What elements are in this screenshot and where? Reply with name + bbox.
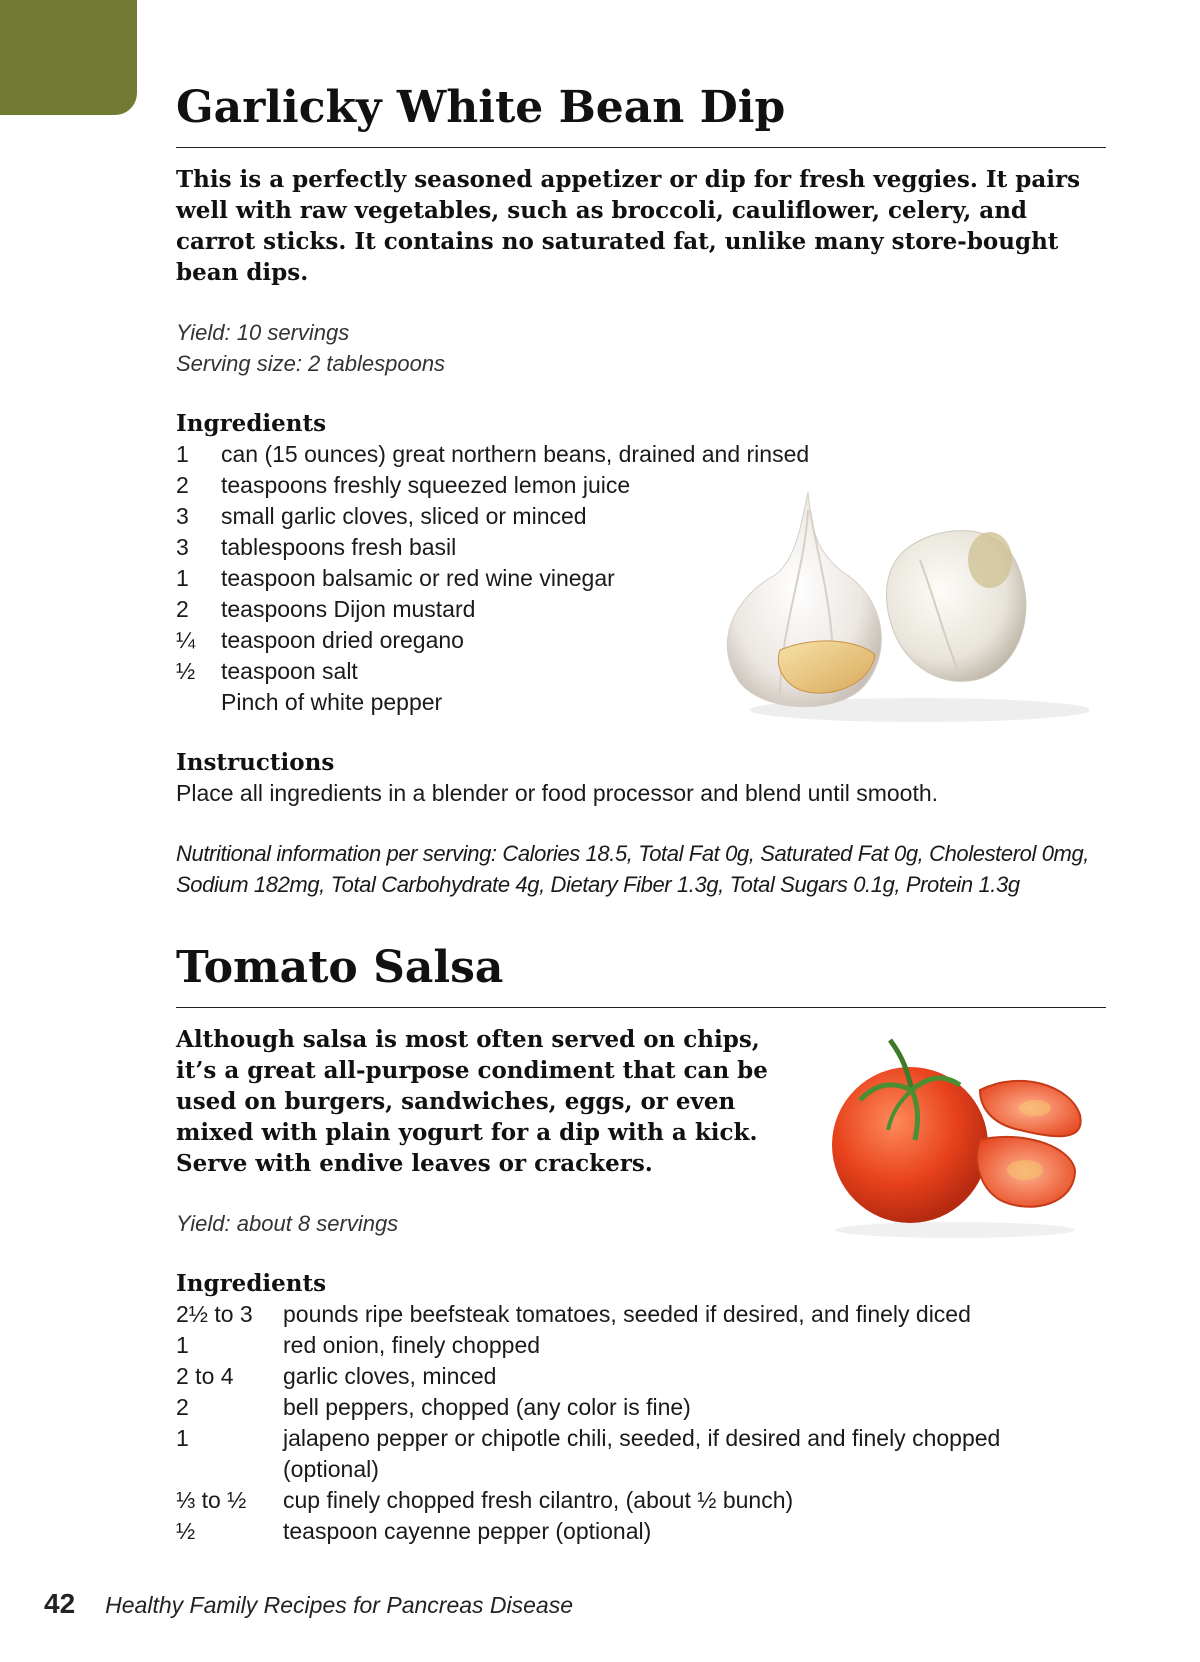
ingredient-quantity: 1 (176, 565, 189, 591)
ingredient-quantity: ½ (176, 658, 196, 684)
ingredients-list (176, 1299, 1106, 1547)
ingredient-quantity: 3 (176, 503, 189, 529)
ingredient-description: bell peppers, chopped (any color is fine) (283, 1394, 691, 1420)
recipe-serving-size: Serving size: 2 tablespoons (176, 351, 446, 376)
ingredient-description: pounds ripe beefsteak tomatoes, seeded if desired, and finely diced (283, 1301, 971, 1327)
ingredient-quantity: 2 (176, 596, 189, 622)
ingredient-item (176, 1423, 1106, 1485)
recipe-intro: This is a perfectly seasoned appetizer or dip for fresh veggies. It pairs well with raw vegetables, such as broccoli, cauliflower, celery, and carrot sticks. It contains no saturated fat, unlike many store-bought bean dips. (176, 166, 1081, 286)
ingredient-item (176, 1516, 1106, 1547)
ingredient-item (176, 1299, 1106, 1330)
ingredient-description: tablespoons fresh basil (221, 534, 457, 560)
recipe-title: Garlicky White Bean Dip (176, 82, 786, 133)
ingredient-quantity: 1 (176, 1425, 189, 1451)
ingredient-description: small garlic cloves, sliced or minced (221, 503, 587, 529)
ingredient-quantity: 2 to 4 (176, 1363, 234, 1389)
ingredient-description: red onion, finely chopped (283, 1332, 541, 1358)
ingredient-quantity: 1 (176, 1332, 189, 1358)
ingredient-quantity: ⅓ to ½ (176, 1487, 247, 1513)
title-divider (176, 147, 1106, 148)
instructions-heading: Instructions (176, 749, 335, 776)
ingredient-description: cup finely chopped fresh cilantro, (about ½ bunch) (283, 1487, 794, 1513)
ingredient-item (176, 1361, 1106, 1392)
ingredient-description: jalapeno pepper or chipotle chili, seeded, if desired and finely chopped (optional) (283, 1425, 1001, 1482)
ingredient-description: teaspoon salt (221, 658, 358, 684)
page-number: 42 (44, 1588, 76, 1619)
ingredient-quantity: 2 (176, 472, 189, 498)
ingredient-description: teaspoon balsamic or red wine vinegar (221, 565, 615, 591)
recipe-yield: Yield: about 8 servings (176, 1211, 399, 1236)
title-divider (176, 1007, 1106, 1008)
ingredient-quantity: 2 (176, 1394, 189, 1420)
recipe-page (176, 0, 1106, 1547)
ingredient-quantity: 3 (176, 534, 189, 560)
ingredient-quantity: 2½ to 3 (176, 1301, 253, 1327)
ingredient-item (176, 1392, 1106, 1423)
tomato-image (820, 1030, 1090, 1240)
nutrition-info: Nutritional information per serving: Calories 18.5, Total Fat 0g, Saturated Fat 0g, Cholesterol 0mg, Sodium 182mg, Total Carbohydrate 4g, Dietary Fiber 1.3g, Total Sugars 0.1g, Protein 1.3g (176, 841, 1090, 897)
ingredient-description: teaspoons Dijon mustard (221, 596, 476, 622)
corner-tab (0, 0, 137, 115)
ingredient-description: garlic cloves, minced (283, 1363, 497, 1389)
ingredient-quantity: 1 (176, 441, 189, 467)
ingredient-item (176, 439, 1106, 470)
ingredient-item (176, 1330, 1106, 1361)
ingredient-description: can (15 ounces) great northern beans, drained and rinsed (221, 441, 810, 467)
ingredient-quantity: ¼ (176, 627, 196, 653)
ingredient-item (176, 1485, 1106, 1516)
ingredients-heading: Ingredients (176, 1270, 327, 1297)
ingredient-description: Pinch of white pepper (221, 689, 443, 715)
recipe-title: Tomato Salsa (176, 942, 504, 993)
ingredient-quantity (176, 687, 221, 718)
ingredient-description: teaspoons freshly squeezed lemon juice (221, 472, 631, 498)
recipe-intro: Although salsa is most often served on chips, it’s a great all-purpose condiment that can be used on burgers, sandwiches, eggs, or even mixed with plain yogurt for a dip with a kick. Serve with endive leaves or crackers. (176, 1026, 768, 1177)
instructions-text: Place all ingredients in a blender or food processor and blend until smooth. (176, 780, 939, 806)
recipe-yield: Yield: 10 servings (176, 320, 350, 345)
page-footer (44, 1588, 573, 1620)
ingredient-description: teaspoon cayenne pepper (optional) (283, 1518, 652, 1544)
ingredients-heading: Ingredients (176, 410, 327, 437)
garlic-bulbs-image (720, 490, 1100, 730)
ingredient-quantity: ½ (176, 1518, 196, 1544)
ingredient-description: teaspoon dried oregano (221, 627, 464, 653)
book-title: Healthy Family Recipes for Pancreas Disease (105, 1592, 574, 1618)
